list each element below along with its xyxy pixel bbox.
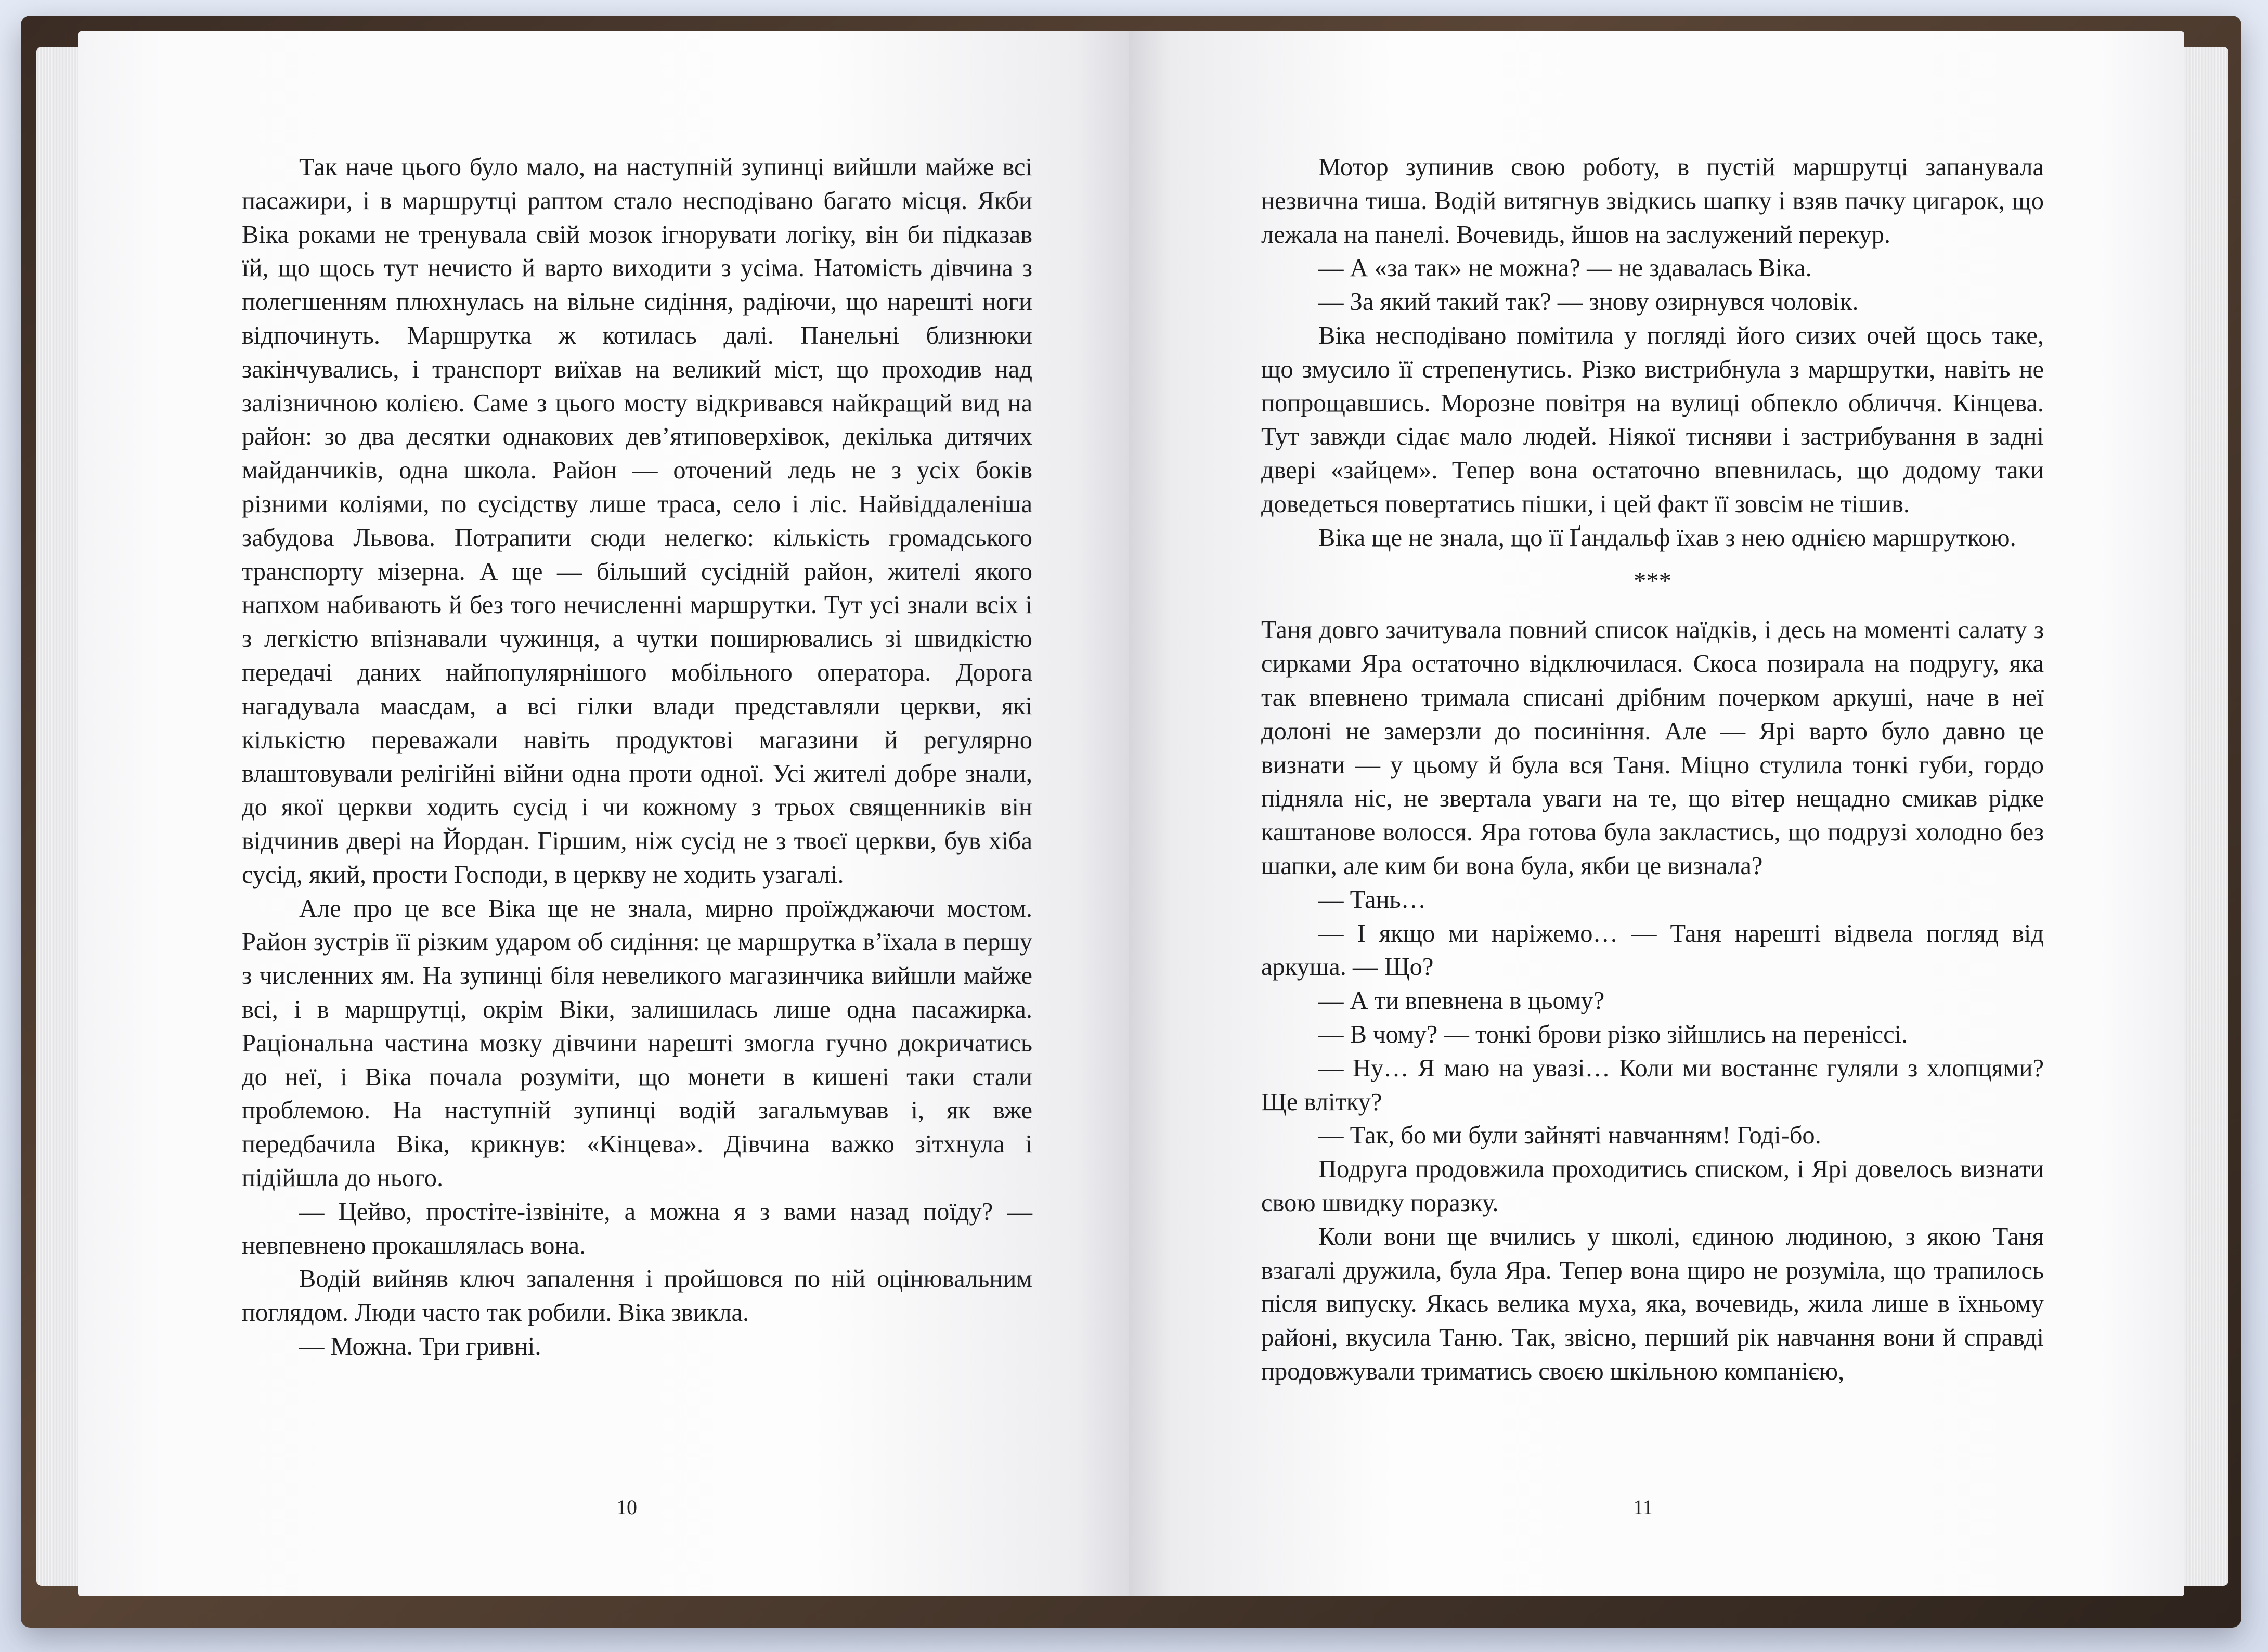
paragraph: — Ну… Я маю на увазі… Коли ми востаннє гуляли з хлопцями? Ще влітку? [1261, 1054, 2044, 1116]
page-edges-right [2182, 47, 2228, 1586]
paragraph: — Тань… [1318, 886, 1427, 914]
paragraph: — І якщо ми наріжемо… — Таня нарешті відвела погляд від аркуша. — Що? [1261, 919, 2044, 981]
paragraph: Але про це все Віка ще не знала, мирно проїжджаючи мостом. Район зустрів її різким ударом об сидіння: це маршрутка в’їхала в першу з численних ям. На зупинці біля невеликого магазинчика вийшли майже всі, і в маршрутці, окрім Віки, залишилась лише одна пасажирка. Раціональна частина мозку дівчини нарешті змогла гучно докричатись до неї, і Віка почала розуміти, що монети в кишені таки стали проблемою. На наступній зупинці водій загальмував і, як вже передбачила Віка, крикнув: «Кінцева». Дівчина важко зітхнула і підійшла до нього. [242, 894, 1032, 1192]
paragraph: Подруга продовжила проходитись списком, і Ярі довелось визнати свою швидку поразку. [1261, 1155, 2044, 1217]
paragraph: Коли вони ще вчились у школі, єдиною людиною, з якою Таня взагалі дружила, була Яра. Тепер вона щиро не розуміла, що трапилось після випуску. Якась велика муха, яка, вочевидь, жила лише в їхньому районі, вкусила Таню. Так, звісно, перший рік навчання вони й справді продовжували триматись своєю шкільною компанією, [1261, 1222, 2044, 1385]
paragraph: — Можна. Три гривні. [299, 1332, 541, 1360]
page-edges-left [36, 47, 83, 1586]
right-page-text [1261, 151, 2044, 1389]
paragraph: Таня довго зачитувала повний список наїдків, і десь на моменті салату з сирками Яра остаточно відключилася. Скоса позирала на подругу, яка так впевнено тримала списані дрібним почерком аркуші, наче в неї долоні не замерзли до посиніння. Але — Ярі варто було давно це визнати — у цьому й була вся Таня. Міцно стулила тонкі губи, гордо підняла ніс, не звертала уваги на те, що вітер нещадно смикав рідке каштанове волосся. Яра готова була закластись, що подрузі холодно без шапки, але ким би вона була, якби це визнала? [1261, 616, 2044, 880]
paragraph: — Так, бо ми були зайняті навчанням! Годі-бо. [1318, 1122, 1821, 1150]
paragraph: Так наче цього було мало, на наступній зупинці вийшли майже всі пасажири, і в маршрутці раптом стало несподівано багато місця. Якби Віка роками не тренувала свій мозок ігнорувати логіку, він би підказав їй, що щось тут нечисто й варто виходити з усіма. Натомість дівчина з полегшенням плюхнулась на вільне сидіння, радіючи, що нарешті ноги відпочинуть. Маршрутка ж котилась далі. Панельні близнюки закінчувались, і транспорт виїхав на великий міст, що проходив над залізничною колією. Саме з цього мосту відкривався найкращий вид на район: зо два десятки однакових дев’ятиповерхівок, декілька дитячих майданчиків, одна школа. Район — оточений ледь не з усіх боків різними коліями, по сусідству лише траса, село і ліс. Найвіддаленіша забудова Львова. Потрапити сюди нелегко: кількість громадського транспорту мізерна. А ще — більший сусідній район, жителі якого напхом набивають й без того нечисленні маршрутки. Тут усі знали всіх і з легкістю впізнавали чужинця, а чутки поширювались зі швидкістю передачі даних найпопулярнішого мобільного оператора. Дорога нагадувала маасдам, а всі гілки влади представляли церкви, які кількістю переважали навіть продуктові магазини й регулярно влаштовували релігійні війни одна проти одної. Усі жителі добре знали, до якої церкви ходить сусід і чи кожному з трьох священників він відчинив двері на Йордан. Гіршим, ніж сусід не з твоєї церкви, був хіба сусід, який, прости Господи, в церкву не ходить узагалі. [242, 153, 1032, 889]
page-number-right: 11 [1633, 1495, 1653, 1519]
paragraph: Водій вийняв ключ запалення і пройшовся по ній оцінювальним поглядом. Люди часто так робили. Віка звикла. [242, 1265, 1032, 1327]
right-page [1129, 31, 2184, 1596]
paragraph: Віка несподівано помітила у погляді його сизих очей щось таке, що змусило її стрепенутись. Різко вистрибнула з маршрутки, навіть не попрощавшись. Морозне повітря на вулиці обпекло обличчя. Кінцева. Тут завжди сідає мало людей. Ніякої тисняви і застрибування в задні двері «зайцем». Тепер вона остаточно впевнилась, що додому таки доведеться повертатись пішки, і цей факт її зовсім не тішив. [1261, 321, 2044, 518]
paragraph: Віка ще не знала, що її Ґандальф їхав з нею однією маршруткою. [1318, 524, 2016, 552]
left-page-text [242, 151, 1032, 1364]
page-number-left: 10 [616, 1495, 637, 1519]
section-break: *** [1634, 567, 1671, 595]
paragraph: — А «за так» не можна? — не здавалась Віка. [1318, 254, 1812, 282]
paragraph: — За який такий так? — знову озирнувся чоловік. [1318, 288, 1859, 316]
paragraph: Мотор зупинив свою роботу, в пустій маршрутці запанувала незвична тиша. Водій витягнув звідкись шапку і взяв пачку цигарок, що лежала на панелі. Вочевидь, йшов на заслужений перекур. [1261, 153, 2044, 249]
left-page [78, 31, 1129, 1596]
paragraph: — В чому? — тонкі брови різко зійшлись на переніссі. [1318, 1020, 1908, 1048]
paragraph: — Цейво, простіте-ізвініте, а можна я з вами назад поїду? — невпевнено прокашлялась вона. [242, 1198, 1032, 1259]
paragraph: — А ти впевнена в цьому? [1318, 987, 1605, 1015]
